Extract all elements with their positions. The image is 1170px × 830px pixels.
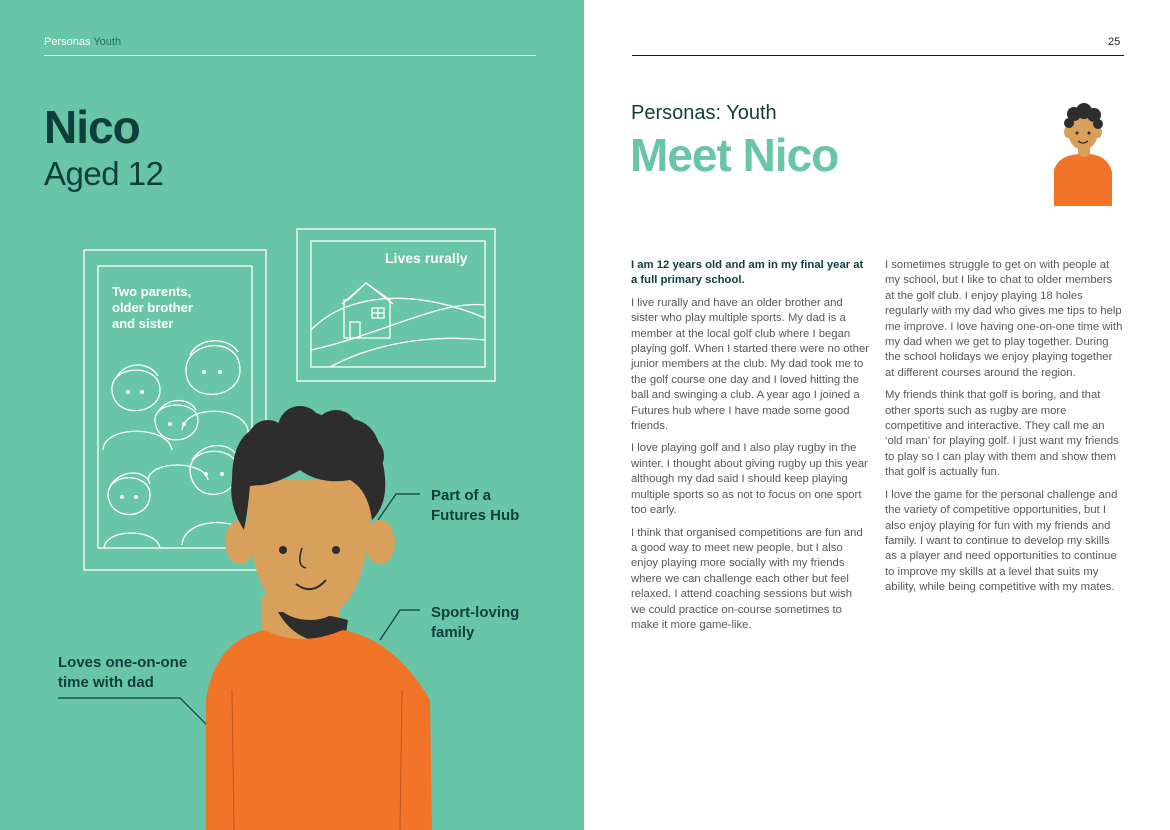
persona-name: Nico (44, 101, 140, 153)
page-title: Meet Nico (630, 129, 839, 181)
header-rule (632, 55, 1124, 56)
callout-time-with-dad: Loves one-on-one time with dad (58, 654, 188, 691)
running-head-section: Personas (44, 36, 91, 48)
running-head-subsection: Youth (93, 36, 122, 48)
page-number: 25 (1108, 36, 1121, 48)
body-paragraph: I sometimes struggle to get on with people at my school, but I like to chat to older members at the golf club. I enjoy playing 18 holes regularly with my dad who gives me tips to help me improve. I love having one-on-one time with my dad when we get to play together. During the school holidays we enjoy playing together at different courses around the region. (885, 259, 1123, 379)
callout-sport-loving: Sport-loving family (431, 604, 520, 641)
body-paragraph: My friends think that golf is boring, and that other sports such as rugby are more competitive and interactive. They call me an ‘old man’ for playing golf. I just want my friends to play so I can play with them and show them that golf is actually fun. (885, 389, 1119, 479)
body-paragraph: I love the game for the personal challenge and the variety of competitive opportunities, but I also enjoy playing for fun with my friends and family. I want to continue to develop my skills as a player and need opportunities to continue to improve my skills at a level that suits my ability, while being competitive with my mates. (885, 488, 1118, 594)
nico-avatar-icon (1046, 100, 1116, 210)
home-frame-label: Lives rurally (385, 250, 468, 266)
body-paragraph: I think that organised competitions are fun and a good way to meet new people, but I also enjoy playing more socially with my friends where we can challenge each other but feel relaxed. I attend coaching sessions but wish we could practice on-course sometimes to make it more game-like. (631, 526, 863, 631)
body-column-2 (885, 258, 1123, 603)
body-paragraph: I live rurally and have an older brother and sister who play multiple sports. My dad is a member at the local golf club where I began playing golf. When I started there were no other junior members at the club. My dad took me to the golf course one day and I loved hitting the ball and swinging a club. A year ago I joined a Futures hub where I have made some good friends. (631, 296, 869, 433)
family-frame-label: Two parents, older brother and sister (112, 284, 193, 331)
callout-futures-hub: Part of a Futures Hub (431, 487, 520, 524)
body-column-1 (631, 258, 869, 640)
nico-figure (206, 406, 432, 830)
body-paragraph: I love playing golf and I also play rugby in the winter. I thought about giving rugby up this year although my dad said I should keep playing multiple sports so as not to focus on one sport too early. (631, 442, 868, 517)
left-page (0, 0, 584, 830)
lead-paragraph: I am 12 years old and am in my final year at a full primary school. (631, 259, 864, 287)
persona-age: Aged 12 (44, 155, 164, 192)
section-kicker: Personas: Youth (631, 102, 777, 124)
right-page (584, 0, 1170, 830)
persona-illustration (0, 0, 584, 830)
